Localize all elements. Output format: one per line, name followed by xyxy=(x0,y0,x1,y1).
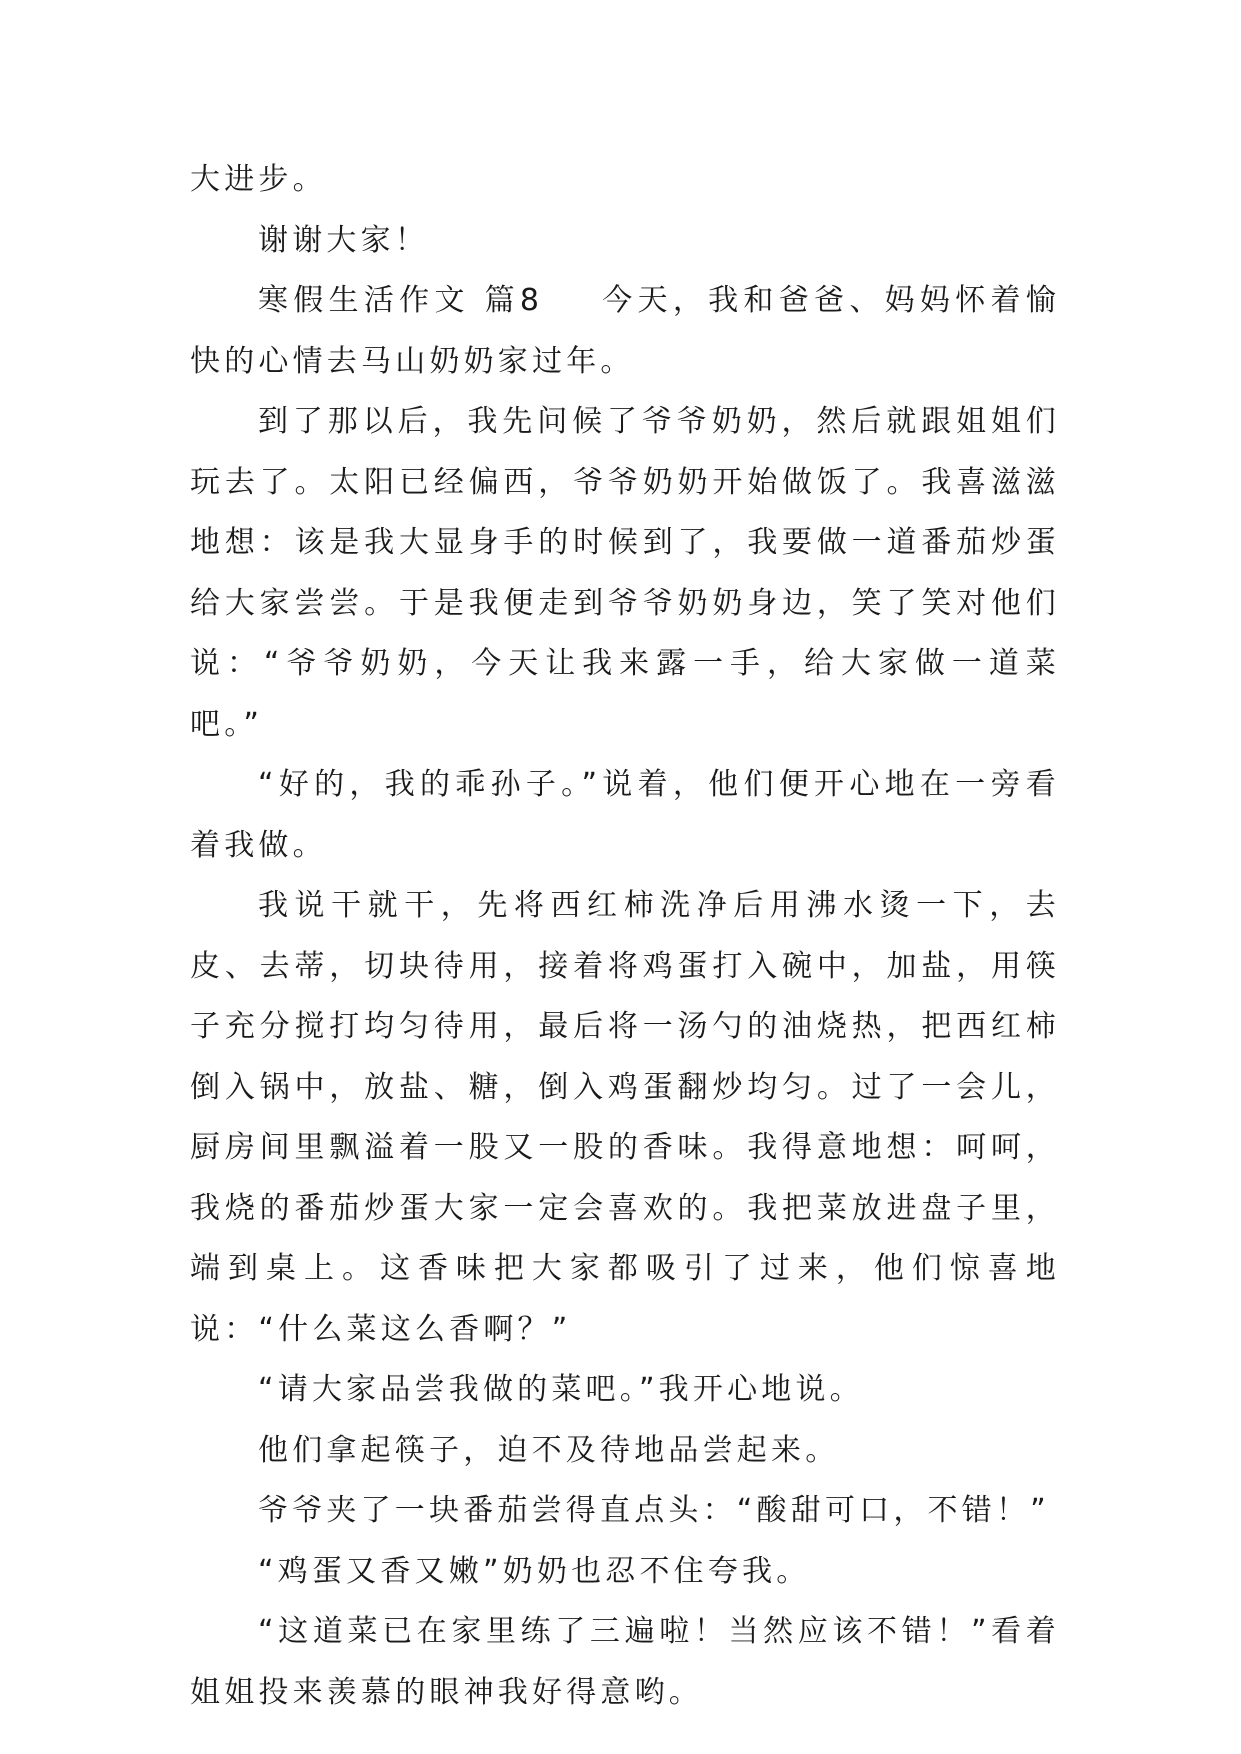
paragraph: 到了那以后，我先问候了爷爷奶奶，然后就跟姐姐们玩去了。太阳已经偏西，爷爷奶奶开始做饭了。我喜滋滋地想：该是我大显身手的时候到了，我要做一道番茄炒蛋给大家尝尝。于是我便走到爷爷奶奶身边，笑了笑对他们说：“爷爷奶奶，今天让我来露一手，给大家做一道菜吧。” xyxy=(190,404,1060,742)
paragraph: 大进步。 xyxy=(190,162,327,197)
paragraph: “鸡蛋又香又嫩”奶奶也忍不住夸我。 xyxy=(258,1553,811,1589)
paragraph: “好的，我的乖孙子。”说着，他们便开心地在一旁看着我做。 xyxy=(190,767,1060,863)
paragraph: 爷爷夹了一块番茄尝得直点头：“酸甜可口，不错！” xyxy=(258,1493,1050,1528)
paragraph: 我说干就干，先将西红柿洗净后用沸水烫一下，去皮、去蒂，切块待用，接着将鸡蛋打入碗中，加盐，用筷子充分搅打均匀待用，最后将一汤勺的油烧热，把西红柿倒入锅中，放盐、糖，倒入鸡蛋翻炒均匀。过了一会儿，厨房间里飘溢着一股又一股的香味。我得意地想：呵呵，我烧的番茄炒蛋大家一定会喜欢的。我把菜放进盘子里，端到桌上。这香味把大家都吸引了过来，他们惊喜地说：“什么菜这么香啊？” xyxy=(190,888,1060,1347)
paragraph: 他们拿起筷子，迫不及待地品尝起来。 xyxy=(258,1432,840,1468)
paragraph-text: 今天，我和爸爸、妈妈怀着愉快的心情去马山奶奶家过年。 xyxy=(190,283,1060,379)
document-page xyxy=(190,150,1060,1723)
paragraph: “这道菜已在家里练了三遍啦！当然应该不错！”看着姐姐投来羡慕的眼神我好得意哟。 xyxy=(190,1614,1060,1710)
paragraph: 谢谢大家！ xyxy=(258,222,429,258)
paragraph: “请大家品尝我做的菜吧。”我开心地说。 xyxy=(258,1372,864,1407)
paragraph-with-heading xyxy=(190,271,1060,392)
article-heading: 寒假生活作文 篇8 xyxy=(258,283,544,318)
